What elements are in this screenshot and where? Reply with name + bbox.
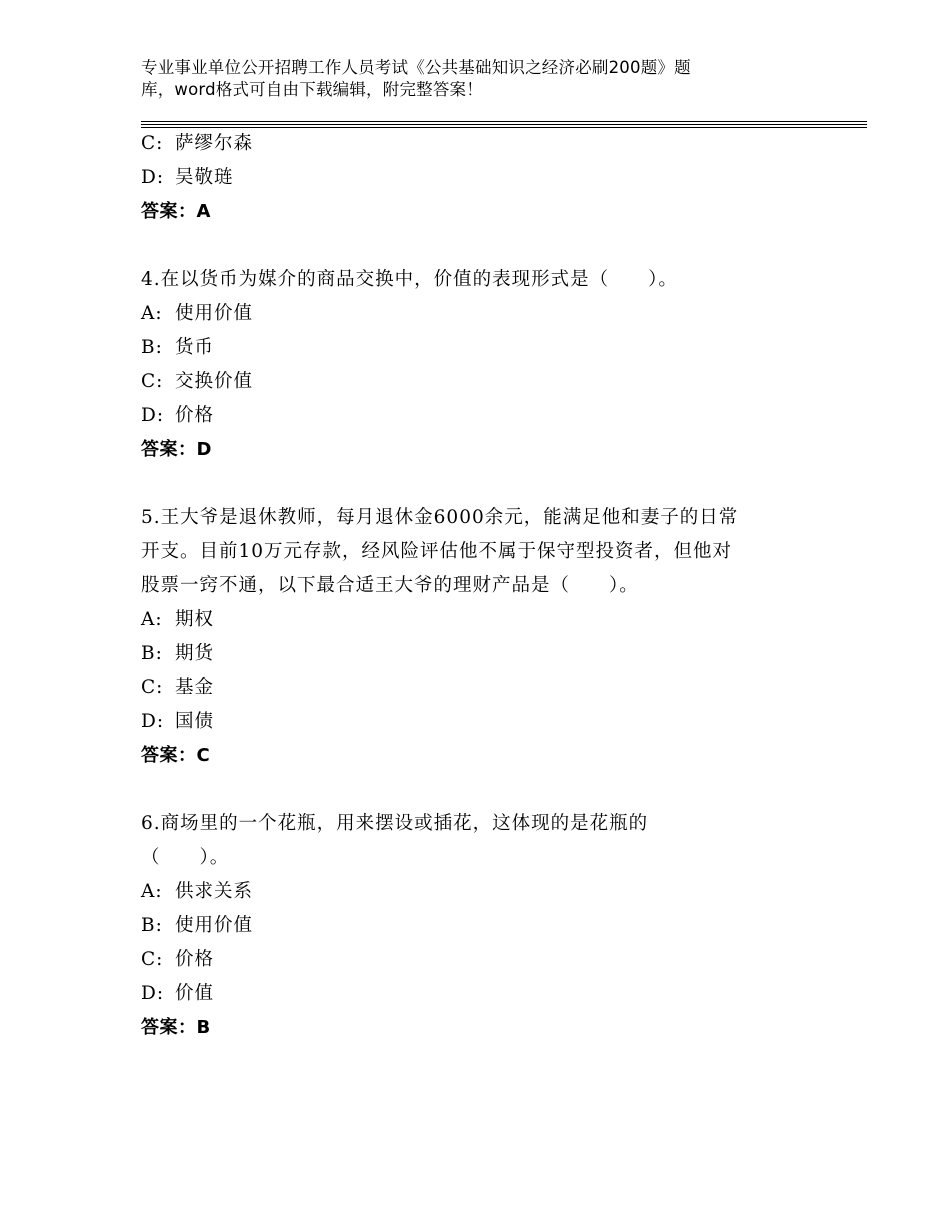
option-text: 萨缪尔森 xyxy=(175,133,254,154)
spacer xyxy=(141,467,831,501)
option-b xyxy=(141,909,831,943)
answer-line: 答案：C xyxy=(141,745,211,766)
option-text: 期货 xyxy=(175,643,215,664)
option-a xyxy=(141,875,831,909)
option-text: 吴敬琏 xyxy=(175,167,234,188)
option-text: 国债 xyxy=(175,711,215,732)
option-label: A: xyxy=(141,881,163,902)
answer-line: 答案：A xyxy=(141,201,211,222)
question-stem-line: 开支。目前10万元存款，经风险评估他不属于保守型投资者，但他对 xyxy=(141,541,733,562)
option-label: B: xyxy=(141,915,163,936)
option-c xyxy=(141,671,831,705)
question-stem-line: 6.商场里的一个花瓶，用来摆设或插花，这体现的是花瓶的 xyxy=(141,813,649,834)
option-label: D: xyxy=(141,983,165,1004)
option-text: 基金 xyxy=(175,677,215,698)
option-text: 价格 xyxy=(175,949,215,970)
answer-line: 答案：B xyxy=(141,1017,211,1038)
question-stem: 4.在以货币为媒介的商品交换中，价值的表现形式是（ ）。 xyxy=(141,269,678,290)
option-label: B: xyxy=(141,337,163,358)
question-4 xyxy=(141,263,831,467)
document-header xyxy=(141,57,781,101)
option-label: C: xyxy=(141,949,164,970)
header-line-2: 库，word格式可自由下载编辑，附完整答案！ xyxy=(141,80,483,99)
question-6 xyxy=(141,807,831,1045)
option-label: A: xyxy=(141,303,163,324)
option-d xyxy=(141,161,831,195)
spacer xyxy=(141,773,831,807)
option-text: 价格 xyxy=(175,405,215,426)
option-label: D: xyxy=(141,405,165,426)
option-c xyxy=(141,365,831,399)
header-rule-middle xyxy=(141,124,867,125)
option-c xyxy=(141,943,831,977)
option-label: D: xyxy=(141,167,165,188)
document-body xyxy=(141,127,831,1045)
option-label: D: xyxy=(141,711,165,732)
question-5 xyxy=(141,501,831,773)
answer-line: 答案：D xyxy=(141,439,212,460)
option-b xyxy=(141,331,831,365)
option-d xyxy=(141,705,831,739)
option-label: C: xyxy=(141,133,164,154)
option-a xyxy=(141,603,831,637)
option-a xyxy=(141,297,831,331)
option-label: C: xyxy=(141,371,164,392)
option-text: 供求关系 xyxy=(175,881,254,902)
question-stem-line: 股票一窍不通，以下最合适王大爷的理财产品是（ ）。 xyxy=(141,575,639,596)
option-label: A: xyxy=(141,609,163,630)
question-stem-line: 5.王大爷是退休教师，每月退休金6000余元，能满足他和妻子的日常 xyxy=(141,507,739,528)
option-d xyxy=(141,399,831,433)
option-text: 期权 xyxy=(175,609,215,630)
option-text: 使用价值 xyxy=(175,303,254,324)
option-text: 货币 xyxy=(175,337,215,358)
option-c xyxy=(141,127,831,161)
option-text: 交换价值 xyxy=(175,371,254,392)
spacer xyxy=(141,229,831,263)
option-label: B: xyxy=(141,643,163,664)
option-text: 使用价值 xyxy=(175,915,254,936)
question-stem-line: （ ）。 xyxy=(141,847,230,868)
option-b xyxy=(141,637,831,671)
option-d xyxy=(141,977,831,1011)
header-line-1: 专业事业单位公开招聘工作人员考试《公共基础知识之经济必刷200题》题 xyxy=(141,58,691,77)
header-rule-top xyxy=(141,121,867,122)
option-text: 价值 xyxy=(175,983,215,1004)
question-3-tail xyxy=(141,127,831,229)
option-label: C: xyxy=(141,677,164,698)
